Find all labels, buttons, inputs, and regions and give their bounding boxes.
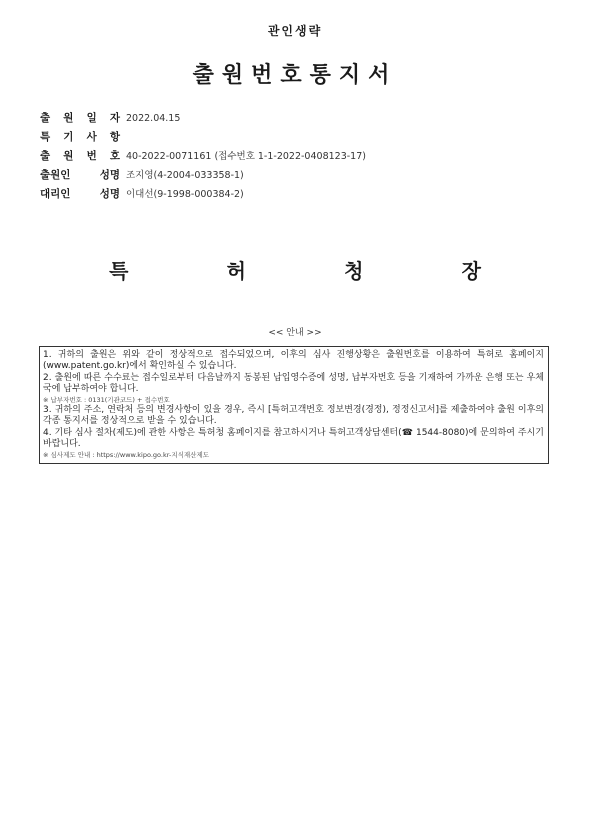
document-title: 출원번호통지서	[192, 63, 398, 88]
guide-footnote: ※ 심사제도 안내 : https://www.kipo.go.kr-지식재산제도	[43, 451, 210, 460]
application-number-value: 40-2022-0071161 (접수번호 1-1-2022-0408123-17)	[126, 151, 366, 162]
guide-item: 1. 귀하의 출원은 위와 같이 정상적으로 접수되었으며, 이후의 심사 진행상황은 출원번호를 이용하여 특허로 홈페이지(www.patent.go.kr)에서 확인하실 수 있습니다.	[43, 350, 544, 372]
guide-item: 2. 출원에 따른 수수료는 접수일로부터 다음날까지 동봉된 납입영수증에 성명, 납부자번호 등을 기재하여 가까운 은행 또는 우체국에 납부하여야 합니다.	[43, 372, 544, 394]
info-row-application-date	[40, 110, 560, 129]
info-label: 대리인 성명	[40, 188, 120, 200]
official-seal-omitted: 관인생략	[267, 24, 323, 38]
agent-name-value: 이대선(9-1998-000384-2)	[126, 189, 244, 200]
authority-char: 장	[461, 259, 481, 283]
application-info-table	[40, 110, 560, 205]
application-date-value: 2022.04.15	[126, 113, 181, 124]
applicant-name-value: 조지영(4-2004-033358-1)	[126, 170, 244, 181]
guide-heading: << 안내 >>	[268, 328, 322, 338]
guide-item: 3. 귀하의 주소, 연락처 등의 변경사항이 있을 경우, 즉시 [특허고객번호 정보변경(경정), 정정신고서]를 제출하여야 출원 이후의 각종 통지서를 정상적으로 받을 수 있습니다.	[43, 405, 544, 427]
info-row-special-notes	[40, 129, 560, 148]
issuing-authority	[0, 255, 590, 284]
info-label: 특 기 사 항	[40, 131, 120, 143]
info-row-applicant-name	[40, 167, 560, 186]
guide-item: 4. 기타 심사 절차(제도)에 관한 사항은 특허청 홈페이지를 참고하시거나 특허고객상담센터(☎ 1544-8080)에 문의하여 주시기 바랍니다.	[43, 427, 544, 450]
info-label: 출원인 성명	[40, 169, 120, 181]
authority-char: 특	[109, 259, 129, 283]
guide-notice-box	[39, 346, 549, 464]
authority-char: 청	[344, 259, 364, 283]
info-row-application-number	[40, 148, 560, 167]
authority-char: 허	[226, 259, 246, 283]
info-label: 출 원 일 자	[40, 112, 120, 124]
info-row-agent-name	[40, 186, 560, 205]
info-label: 출 원 번 호	[40, 150, 120, 162]
guide-footnote: ※ 납부자번호 : 0131(기관코드) + 접수번호	[43, 396, 170, 405]
